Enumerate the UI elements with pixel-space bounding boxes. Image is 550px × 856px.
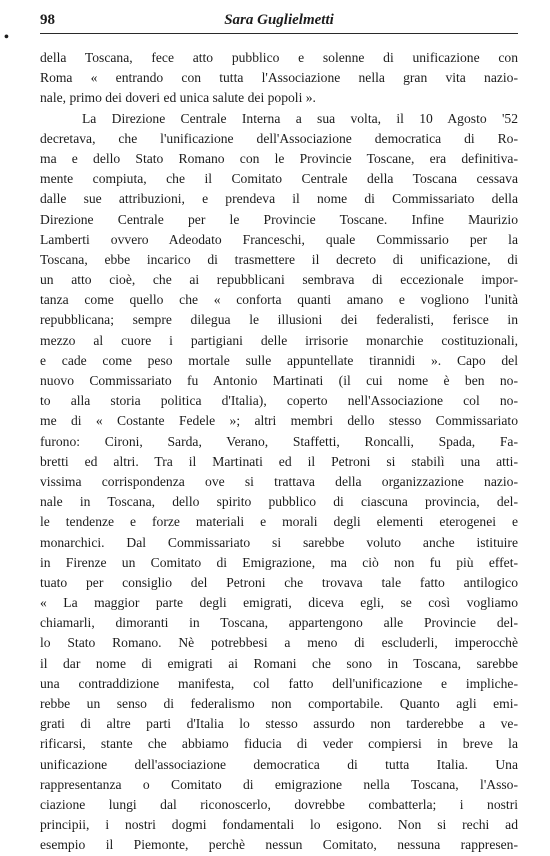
text-line: Toscana, ebbe incarico di trasmettere il decreto di unificazione, di	[40, 251, 518, 267]
margin-mark: •	[4, 30, 9, 45]
text-line: le tendenze e forze materiali e morali degli elementi eterogenei e	[40, 514, 518, 530]
text-line: Roma « entrando con tutta l'Associazione nella gran vita nazio-	[40, 70, 518, 86]
text-line: me di « Costante Fedele »; altri membri dello stesso Commissariato	[40, 413, 518, 429]
body-text	[40, 48, 518, 856]
text-line: monarchici. Dal Commissariato si sarebbe voluto anche istituire	[40, 534, 518, 550]
text-line: nuovo Commissariato fu Antonio Martinati (il cui nome è ben no-	[40, 373, 518, 388]
text-line: un atto cioè, che ai repubblicani sembrava di eccezionale impor-	[40, 272, 518, 288]
text-line: grati di altre parti d'Italia lo stesso assurdo non tarderebbe a ve-	[40, 716, 518, 732]
text-line: rappresentanza o Comitato di emigrazione nella Toscana, l'Asso-	[40, 776, 518, 792]
text-line: dalle sue attribuzioni, e prendeva il nome di Commissariato della	[40, 191, 518, 207]
text-line: repubblicana; sempre dilegua le illusioni dei federalisti, ferisce in	[40, 312, 518, 328]
text-line: mente compiuta, che il Comitato Centrale della Toscana cessava	[40, 171, 518, 187]
text-line: una contraddizione manifesta, col fatto dell'unificazione e impliche-	[40, 675, 518, 691]
text-line: bretti ed altri. Tra il Martinati ed il Petroni si stabilì una atti-	[40, 453, 518, 469]
text-line: esempio il Piemonte, perchè nessun Comitato, nessuna rappresen-	[40, 837, 518, 853]
text-line: tanza come quello che « conforta quanti amano e vogliono l'unità	[40, 292, 518, 308]
text-line: to alla storia politica d'Italia), coperto nell'Associazione col no-	[40, 393, 518, 409]
page-header	[40, 10, 518, 32]
text-line: « La maggior parte degli emigrati, diceva egli, se così vogliamo	[40, 595, 518, 611]
text-line: ciazione lungi dal riconoscerlo, dovrebbe combatterla; i nostri	[40, 796, 518, 812]
text-line: chiamarli, dimoranti in Toscana, appartengono alle Provincie del-	[40, 615, 518, 631]
text-line: il dar nome di emigrati ai Romani che sono in Toscana, sarebbe	[40, 655, 518, 671]
text-line: principii, i nostri dogmi fondamentali lo esigono. Non si rechi ad	[40, 817, 518, 833]
text-line: furono: Cironi, Sarda, Verano, Staffetti, Roncalli, Spada, Fa-	[40, 433, 518, 449]
text-line: nale in Toscana, dello spirito pubblico di ciascuna provincia, del-	[40, 494, 518, 510]
text-line: della Toscana, fece atto pubblico e solenne di unificazione con	[40, 50, 518, 65]
text-line: in Firenze un Comitato di Emigrazione, ma ciò non fu più effet-	[40, 554, 518, 570]
text-line: unificazione dell'associazione democratica di tutta Italia. Una	[40, 756, 518, 772]
text-line: lo Stato Romano. Nè potrebbesi a meno di escluderli, imperocchè	[40, 635, 518, 651]
text-line: decretava, che l'unificazione dell'Associazione democratica di Ro-	[40, 130, 518, 146]
text-line: rebbe un senso di federalismo non comportabile. Quanto agli emi-	[40, 696, 518, 711]
text-line: ma e dello Stato Romano con le Provincie Toscane, era definitiva-	[40, 150, 518, 166]
text-line: vissima corrispondenza ove si trattava della organizzazione nazio-	[40, 473, 518, 489]
page-number: 98	[40, 12, 55, 28]
text-line: tuato per consiglio del Petroni che trovava tale fatto antilogico	[40, 574, 518, 590]
text-line: mezzo al cuore i partigiani delle irrisorie monarchie costituzionali,	[40, 332, 518, 348]
text-line: rificarsi, stante che abbiamo fiducia di veder compiersi in breve la	[40, 736, 518, 752]
text-line: Direzione Centrale per le Provincie Toscane. Infine Maurizio	[40, 211, 518, 227]
text-line: nale, primo dei doveri ed unica salute dei popoli ».	[40, 90, 316, 106]
text-line: Lamberti ovvero Adeodato Franceschi, quale Commissario per la	[40, 231, 518, 247]
text-line: La Direzione Centrale Interna a sua volta, il 10 Agosto '52	[82, 110, 518, 126]
text-line: e cade come peso mortale sulle appuntellate tirannidi ». Capo del	[40, 352, 518, 368]
running-head: Sara Guglielmetti	[224, 12, 334, 28]
header-rule	[40, 33, 518, 34]
